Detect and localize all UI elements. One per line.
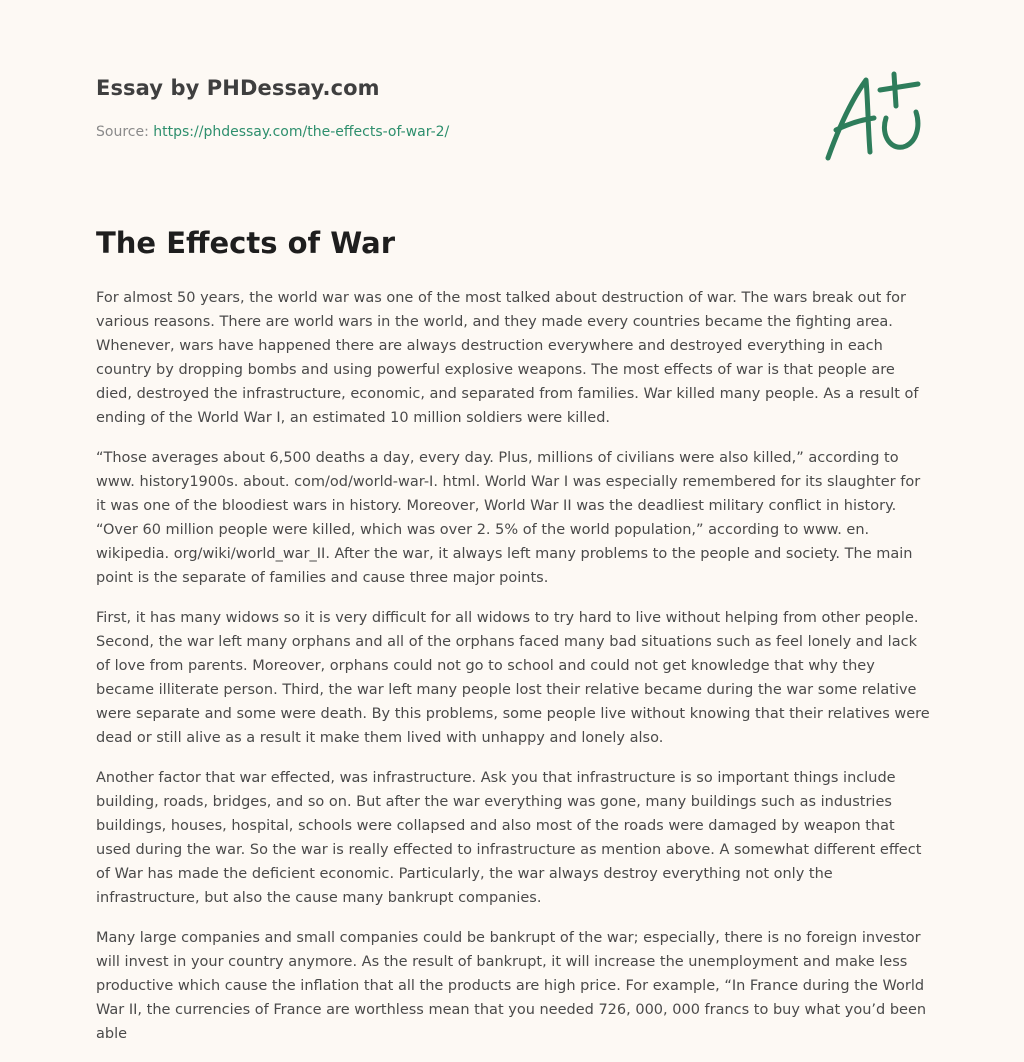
essay-paragraph: For almost 50 years, the world war was one of the most talked about destruction of war. The wars break out for various reasons. There are world wars in the world, and they made every countries became the fighting area. Whenever, wars have happened there are always destruction everywhere and destroyed everything in each country by dropping bombs and using powerful explosive weapons. The most effects of war is that people are died, destroyed the infrastructure, economic, and separated from families. War killed many people. As a result of ending of the World War I, an estimated 10 million soldiers were killed. <box>96 290 919 426</box>
essay-paragraph: “Those averages about 6,500 deaths a day, every day. Plus, millions of civilians were also killed,” according to www. history1900s. about. com/od/world-war-I. html. World War I was especially remembered for its slaughter for it was one of the bloodiest wars in history. Moreover, World War II was the deadliest military conflict in history. “Over 60 million people were killed, which was over 2. 5% of the world population,” according to www. en. wikipedia. org/wiki/world_war_II. After the war, it always left many problems to the people and society. The main point is the separate of families and cause three major points. <box>96 450 921 586</box>
essay-body <box>96 286 932 1062</box>
source-label: Source: <box>96 124 154 140</box>
a-plus-logo-icon <box>822 68 926 164</box>
essay-paragraph: First, it has many widows so it is very difficult for all widows to try hard to live without helping from other people. Second, the war left many orphans and all of the orphans faced many bad situations such as feel lonely and lack of love from parents. Moreover, orphans could not go to school and could not get knowledge that why they became illiterate person. Third, the war left many people lost their relative became during the war some relative were separate and some were death. By this problems, some people live without knowing that their relatives were dead or still alive as a result it make them lived with unhappy and lonely also. <box>96 610 930 746</box>
source-link[interactable]: https://phdessay.com/the-effects-of-war-2/ <box>153 124 450 140</box>
essay-title: The Effects of War <box>96 226 396 260</box>
site-brand: Essay by PHDessay.com <box>96 76 380 100</box>
essay-paragraph: Many large companies and small companies could be bankrupt of the war; especially, there is no foreign investor will invest in your country anymore. As the result of bankrupt, it will increase the unemployment and make less productive which cause the inflation that all the products are high price. For example, “In France during the World War II, the currencies of France are worthless mean that you needed 726, 000, 000 francs to buy what you’d been able <box>96 930 927 1042</box>
essay-paragraph: Another factor that war effected, was infrastructure. Ask you that infrastructure is so important things include building, roads, bridges, and so on. But after the war everything was gone, many buildings such as industries buildings, houses, hospital, schools were collapsed and also most of the roads were damaged by weapon that used during the war. So the war is really effected to infrastructure as mention above. A somewhat different effect of War has made the deficient economic. Particularly, the war always destroy everything not only the infrastructure, but also the cause many bankrupt companies. <box>96 770 922 906</box>
source-line <box>96 124 449 140</box>
